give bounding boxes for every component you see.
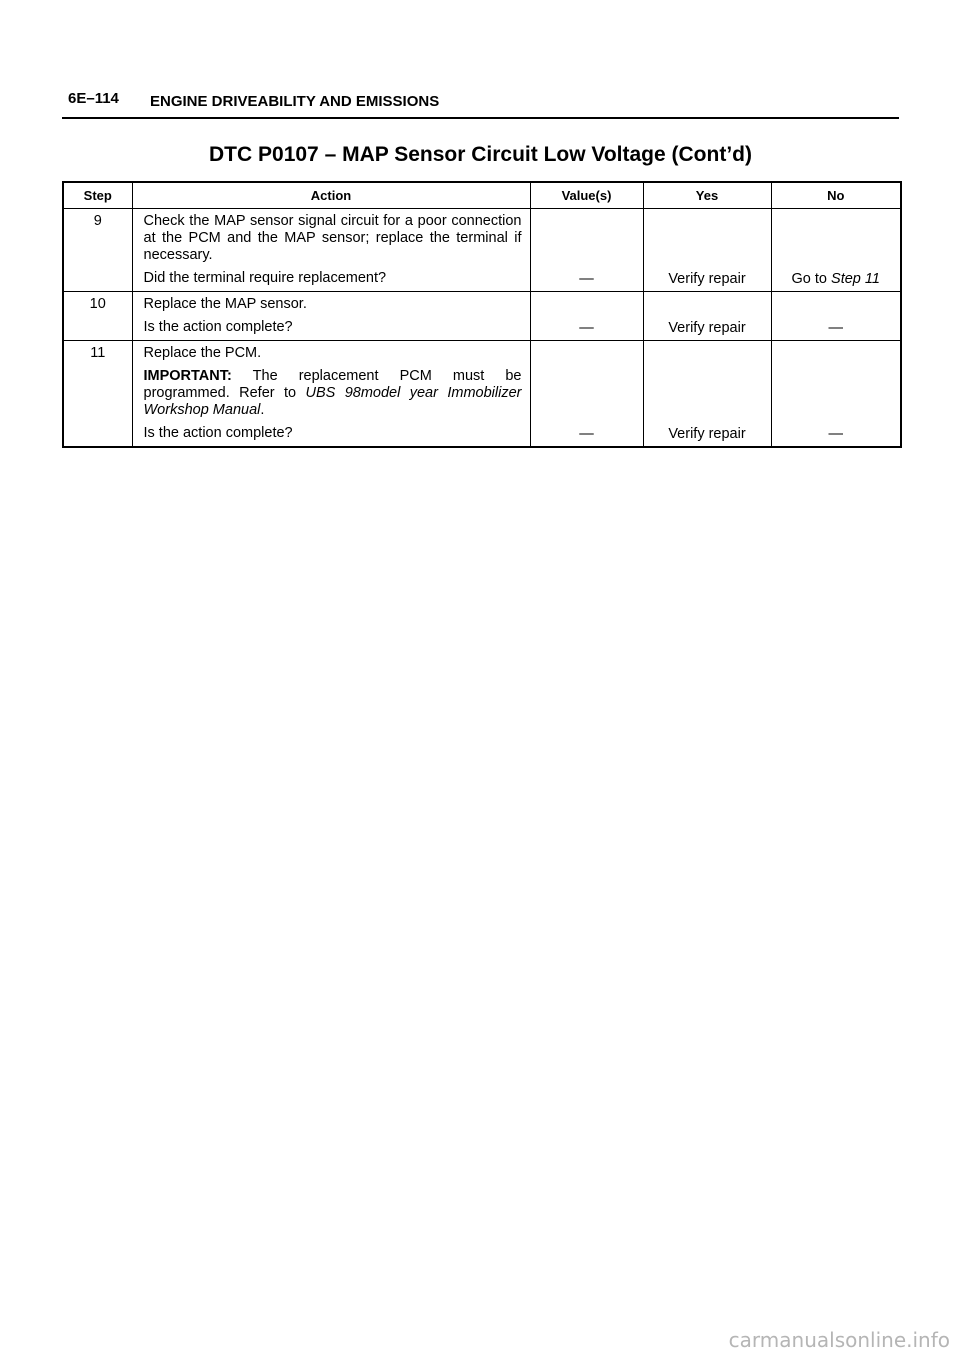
page-title: DTC P0107 – MAP Sensor Circuit Low Voltage (Cont’d): [209, 143, 752, 166]
action-question: Is the action complete?: [143, 319, 293, 335]
step-reference: Step 11: [831, 271, 880, 287]
table-header-row: [63, 182, 901, 209]
yes-cell: Verify repair: [643, 341, 771, 448]
section-title: ENGINE DRIVEABILITY AND EMISSIONS: [150, 93, 440, 110]
page-number: 6E–114: [68, 90, 119, 107]
step-number: 9: [63, 209, 132, 292]
value-cell: —: [530, 341, 643, 448]
column-header-action: Action: [132, 182, 530, 209]
action-question: Did the terminal require replacement?: [143, 270, 387, 286]
table-row: [63, 292, 901, 341]
important-text: The replacement PCM must be programmed. Refer to: [143, 368, 522, 401]
table-row: [63, 209, 901, 292]
procedure-table: [62, 181, 902, 448]
no-cell: —: [771, 341, 901, 448]
watermark: carmanualsonline.info: [728, 1328, 950, 1352]
table-row: [63, 341, 901, 448]
column-header-no: No: [771, 182, 901, 209]
yes-cell: Verify repair: [643, 292, 771, 341]
action-cell: [132, 341, 530, 448]
column-header-yes: Yes: [643, 182, 771, 209]
action-cell: [132, 292, 530, 341]
column-header-step: Step: [63, 182, 132, 209]
yes-cell: Verify repair: [643, 209, 771, 292]
important-label: IMPORTANT:: [143, 368, 232, 384]
page-header: [62, 90, 899, 119]
action-text: Replace the PCM.: [143, 345, 262, 361]
value-cell: —: [530, 292, 643, 341]
no-cell: —: [771, 292, 901, 341]
action-text: Check the MAP sensor signal circuit for a poor connection at the PCM and the MAP sensor; replace the terminal if necessary.: [143, 213, 522, 263]
action-question: Is the action complete?: [143, 425, 293, 441]
step-number: 10: [63, 292, 132, 341]
value-cell: —: [530, 209, 643, 292]
no-text: Go to: [791, 271, 832, 287]
no-cell: [771, 209, 901, 292]
step-number: 11: [63, 341, 132, 448]
action-cell: [132, 209, 530, 292]
manual-reference: UBS 98model year Immobilizer Workshop Manual: [143, 385, 522, 418]
column-header-values: Value(s): [530, 182, 643, 209]
important-end: .: [260, 402, 265, 418]
action-text: Replace the MAP sensor.: [143, 296, 307, 312]
important-note: [144, 368, 522, 419]
